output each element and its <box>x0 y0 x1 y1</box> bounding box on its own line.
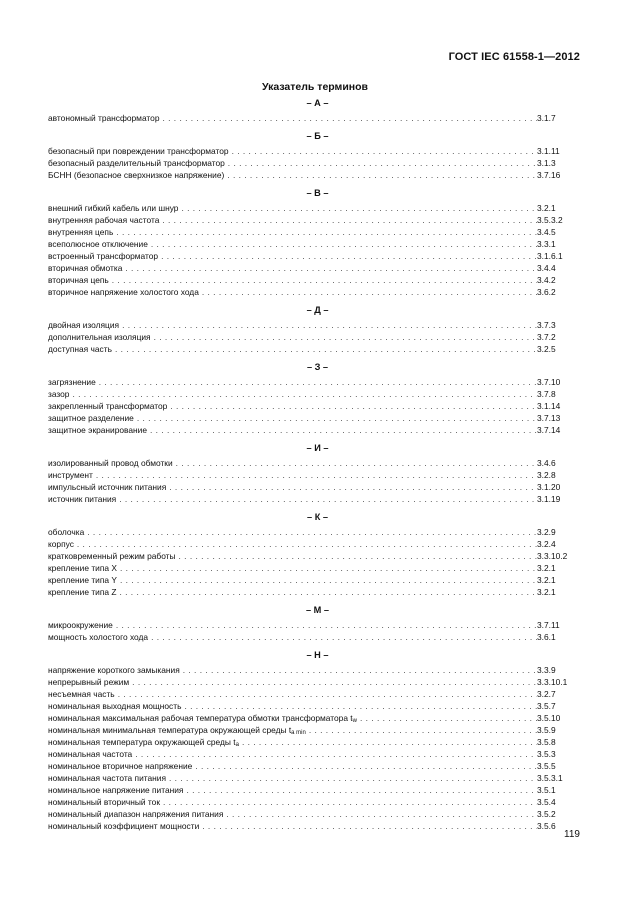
entry-term-text: закрепленный трансформатор <box>48 401 168 411</box>
entry-term-text: несъемная часть <box>48 689 115 699</box>
index-entry <box>48 214 581 226</box>
index-entry <box>48 760 581 772</box>
entry-term <box>48 676 129 688</box>
entry-term-subscript: a min <box>291 730 306 736</box>
entry-clause-number: 3.6.1 <box>537 632 556 642</box>
index-entry <box>48 631 581 643</box>
entry-clause-number: 3.5.8 <box>537 737 556 747</box>
dot-leader <box>166 772 537 784</box>
section-letter-heading: – З – <box>306 362 329 372</box>
entry-term <box>48 169 224 181</box>
index-entry <box>48 112 581 124</box>
entry-term <box>48 784 183 796</box>
section-letter-heading: – Н – <box>306 650 329 660</box>
dot-leader <box>113 619 537 631</box>
entry-clause-number: 3.7.10 <box>537 377 561 387</box>
index-entry <box>48 262 581 274</box>
index-entry <box>48 784 581 796</box>
entry-term-text: микроокружение <box>48 620 113 630</box>
entry-term-text: загрязнение <box>48 377 96 387</box>
index-entry <box>48 412 581 424</box>
entry-term-text: внутренняя цепь <box>48 227 114 237</box>
entry-clause-number: 3.7.16 <box>537 170 561 180</box>
entry-term-subscript: a <box>235 742 239 748</box>
entry-term-text: изолированный провод обмотки <box>48 458 173 468</box>
entry-term <box>48 469 93 481</box>
dot-leader <box>117 562 537 574</box>
entry-clause-number: 3.5.3.2 <box>537 215 563 225</box>
dot-leader <box>167 400 537 412</box>
entry-term-text: кратковременный режим работы <box>48 551 176 561</box>
dot-leader <box>116 493 537 505</box>
entry-clause-number: 3.5.1 <box>537 785 556 795</box>
dot-leader <box>132 748 537 760</box>
dot-leader <box>117 586 538 598</box>
entry-term-text: источник питания <box>48 494 117 504</box>
dot-leader <box>148 631 537 643</box>
entry-clause-number: 3.2.1 <box>537 575 556 585</box>
entry-term <box>48 388 69 400</box>
entry-clause-number: 3.2.4 <box>537 539 556 549</box>
index-entry <box>48 250 581 262</box>
dot-leader <box>115 688 537 700</box>
dot-leader <box>181 700 537 712</box>
entry-clause-number: 3.2.5 <box>537 344 556 354</box>
entry-clause-number: 3.5.5 <box>537 761 556 771</box>
entry-term-text: номинальная температура окружающей среды t <box>48 737 236 747</box>
entry-term <box>48 424 147 436</box>
index-entry <box>48 226 581 238</box>
entry-clause-number: 3.5.2 <box>537 809 556 819</box>
entry-term <box>48 760 192 772</box>
index-entry <box>48 469 581 481</box>
dot-leader <box>122 262 537 274</box>
index-entry <box>48 238 581 250</box>
section-letter-heading: – М – <box>306 605 329 615</box>
entry-term <box>48 262 122 274</box>
entry-term <box>48 688 115 700</box>
index-entry <box>48 562 581 574</box>
entry-term <box>48 238 148 250</box>
dot-leader <box>223 808 537 820</box>
entry-clause-number: 3.4.4 <box>537 263 556 273</box>
index-entry <box>48 820 581 832</box>
index-entry <box>48 772 581 784</box>
entry-term-text: двойная изоляция <box>48 320 120 330</box>
term-index <box>48 97 581 832</box>
entry-clause-number: 3.7.8 <box>537 389 556 399</box>
index-entry <box>48 586 581 598</box>
dot-leader <box>84 526 537 538</box>
entry-clause-number: 3.5.3.1 <box>537 773 563 783</box>
entry-clause-number: 3.5.4 <box>537 797 556 807</box>
entry-term-text: крепление типа Y <box>48 575 117 585</box>
dot-leader <box>199 286 537 298</box>
entry-clause-number: 3.1.3 <box>537 158 556 168</box>
entry-clause-number: 3.7.14 <box>537 425 561 435</box>
index-entry <box>48 145 581 157</box>
entry-clause-number: 3.3.1 <box>537 239 556 249</box>
section-letter-heading: – А – <box>306 98 329 108</box>
entry-term-text: вторичная обмотка <box>48 263 123 273</box>
dot-leader <box>199 820 537 832</box>
section-letter-heading: – Д – <box>306 305 329 315</box>
dot-leader <box>229 145 537 157</box>
entry-clause-number: 3.1.14 <box>537 401 561 411</box>
dot-leader <box>173 457 537 469</box>
entry-clause-number: 3.2.8 <box>537 470 556 480</box>
index-entry <box>48 736 581 748</box>
index-entry <box>48 457 581 469</box>
index-entry <box>48 550 581 562</box>
entry-term-text: вторичная цепь <box>48 275 109 285</box>
entry-term <box>48 619 113 631</box>
dot-leader <box>148 238 537 250</box>
entry-clause-number: 3.2.9 <box>537 527 556 537</box>
entry-clause-number: 3.5.3 <box>537 749 556 759</box>
index-entry <box>48 274 581 286</box>
entry-term-text: внешний гибкий кабель или шнур <box>48 203 179 213</box>
index-entry <box>48 424 581 436</box>
entry-clause-number: 3.2.1 <box>537 563 556 573</box>
index-entry <box>48 388 581 400</box>
index-entry <box>48 202 581 214</box>
index-entry <box>48 526 581 538</box>
entry-clause-number: 3.1.19 <box>537 494 561 504</box>
entry-term <box>48 412 134 424</box>
entry-term-text: встроенный трансформатор <box>48 251 159 261</box>
entry-term-text: корпус <box>48 539 74 549</box>
dot-leader <box>119 319 537 331</box>
index-entry <box>48 400 581 412</box>
index-entry <box>48 676 581 688</box>
entry-term <box>48 457 173 469</box>
dot-leader <box>180 664 537 676</box>
index-entry <box>48 619 581 631</box>
dot-leader <box>113 226 537 238</box>
dot-leader <box>117 574 537 586</box>
entry-clause-number: 3.7.13 <box>537 413 561 423</box>
entry-term-text: внутренняя рабочая частота <box>48 215 160 225</box>
entry-term-text: номинальное напряжение питания <box>48 785 184 795</box>
entry-term-text: оболочка <box>48 527 85 537</box>
dot-leader <box>158 250 537 262</box>
dot-leader <box>224 169 537 181</box>
entry-clause-number: 3.5.9 <box>537 725 556 735</box>
section-letter-heading: – И – <box>306 443 329 453</box>
index-entry <box>48 538 581 550</box>
entry-term <box>48 631 148 643</box>
entry-clause-number: 3.2.1 <box>537 203 556 213</box>
dot-leader <box>178 202 537 214</box>
dot-leader <box>129 676 537 688</box>
index-entry <box>48 343 581 355</box>
index-entry <box>48 286 581 298</box>
dot-leader <box>109 274 537 286</box>
dot-leader <box>306 724 537 736</box>
entry-term <box>48 343 112 355</box>
entry-term <box>48 286 199 298</box>
dot-leader <box>147 424 537 436</box>
entry-clause-number: 3.1.7 <box>537 113 556 123</box>
entry-term-text: номинальный диапазон напряжения питания <box>48 809 224 819</box>
entry-term <box>48 376 96 388</box>
dot-leader <box>176 550 537 562</box>
entry-clause-number: 3.6.2 <box>537 287 556 297</box>
entry-term <box>48 400 167 412</box>
entry-clause-number: 3.3.10.2 <box>537 551 568 561</box>
entry-term-text: номинальная частота питания <box>48 773 166 783</box>
entry-term <box>48 112 159 124</box>
dot-leader <box>96 376 537 388</box>
entry-clause-number: 3.7.2 <box>537 332 556 342</box>
dot-leader <box>74 538 537 550</box>
index-entry <box>48 319 581 331</box>
index-entry <box>48 169 581 181</box>
entry-clause-number: 3.7.11 <box>537 620 560 630</box>
entry-term-text: номинальная максимальная рабочая температура обмотки трансформатора t <box>48 713 353 723</box>
entry-term <box>48 226 113 238</box>
entry-term <box>48 550 176 562</box>
entry-term <box>48 145 229 157</box>
entry-term <box>48 331 151 343</box>
index-entry <box>48 712 581 724</box>
entry-clause-number: 3.4.2 <box>537 275 556 285</box>
dot-leader <box>166 481 537 493</box>
entry-term <box>48 574 117 586</box>
entry-term <box>48 772 166 784</box>
dot-leader <box>160 796 537 808</box>
dot-leader <box>134 412 537 424</box>
entry-term-text: безопасный разделительный трансформатор <box>48 158 225 168</box>
section-letter-heading: – Б – <box>306 131 329 141</box>
entry-term <box>48 820 199 832</box>
index-entry <box>48 808 581 820</box>
entry-clause-number: 3.5.7 <box>537 701 556 711</box>
index-entry <box>48 331 581 343</box>
entry-term-text: номинальный коэффициент мощности <box>48 821 200 831</box>
entry-term-text: напряжение короткого замыкания <box>48 665 180 675</box>
dot-leader <box>151 331 537 343</box>
entry-term-text: дополнительная изоляция <box>48 332 151 342</box>
dot-leader <box>183 784 537 796</box>
entry-clause-number: 3.5.10 <box>537 713 561 723</box>
index-entry <box>48 574 581 586</box>
index-entry <box>48 664 581 676</box>
entry-term <box>48 796 160 808</box>
section-letter-heading: – К – <box>307 512 328 522</box>
dot-leader <box>239 736 537 748</box>
index-entry <box>48 724 581 736</box>
entry-term-text: крепление типа X <box>48 563 117 573</box>
entry-term-text: безопасный при повреждении трансформатор <box>48 146 229 156</box>
index-entry <box>48 493 581 505</box>
entry-clause-number: 3.5.6 <box>537 821 556 831</box>
entry-term <box>48 250 158 262</box>
entry-term-text: непрерывный режим <box>48 677 130 687</box>
dot-leader <box>225 157 537 169</box>
index-entry <box>48 688 581 700</box>
entry-term <box>48 808 223 820</box>
entry-term-text: зазор <box>48 389 70 399</box>
standard-header: ГОСТ IEC 61558-1—2012 <box>448 51 580 63</box>
index-entry <box>48 748 581 760</box>
index-entry <box>48 796 581 808</box>
entry-clause-number: 3.4.5 <box>537 227 556 237</box>
entry-clause-number: 3.4.6 <box>537 458 556 468</box>
entry-term <box>48 664 180 676</box>
entry-clause-number: 3.1.6.1 <box>537 251 563 261</box>
entry-term <box>48 748 132 760</box>
entry-term-text: защитное экранирование <box>48 425 148 435</box>
page-number: 119 <box>564 829 580 840</box>
entry-clause-number: 3.1.20 <box>537 482 561 492</box>
entry-term-text: всеполюсное отключение <box>48 239 148 249</box>
entry-term-subscript: w <box>352 718 357 724</box>
entry-term <box>48 274 109 286</box>
dot-leader <box>93 469 537 481</box>
dot-leader <box>112 343 537 355</box>
dot-leader <box>69 388 537 400</box>
index-entry <box>48 481 581 493</box>
entry-term-text: доступная часть <box>48 344 112 354</box>
entry-term <box>48 493 116 505</box>
entry-clause-number: 3.3.9 <box>537 665 556 675</box>
entry-clause-number: 3.7.3 <box>537 320 556 330</box>
entry-term-text: вторичное напряжение холостого хода <box>48 287 199 297</box>
entry-clause-number: 3.3.10.1 <box>537 677 568 687</box>
dot-leader <box>159 112 537 124</box>
dot-leader <box>192 760 537 772</box>
entry-term-text: номинальная частота <box>48 749 133 759</box>
entry-term-text: импульсный источник питания <box>48 482 167 492</box>
entry-term-text: номинальная минимальная температура окружающей среды t <box>48 725 292 735</box>
entry-term-text: БСНН (безопасное сверхнизкое напряжение) <box>48 170 225 180</box>
entry-term-text: номинальный вторичный ток <box>48 797 160 807</box>
entry-term-text: номинальная выходная мощность <box>48 701 182 711</box>
entry-term <box>48 700 181 712</box>
entry-term <box>48 214 159 226</box>
entry-term <box>48 319 119 331</box>
index-entry <box>48 157 581 169</box>
entry-clause-number: 3.1.11 <box>537 146 560 156</box>
entry-term <box>48 526 84 538</box>
entry-term <box>48 481 166 493</box>
entry-term-text: мощность холостого хода <box>48 632 149 642</box>
entry-term-text: номинальное вторичное напряжение <box>48 761 193 771</box>
index-entry <box>48 376 581 388</box>
entry-term <box>48 157 225 169</box>
entry-clause-number: 3.2.7 <box>537 689 556 699</box>
section-letter-heading: – В – <box>306 188 329 198</box>
index-entry <box>48 700 581 712</box>
entry-clause-number: 3.2.1 <box>537 587 556 597</box>
entry-term-text: инструмент <box>48 470 93 480</box>
entry-term <box>48 562 117 574</box>
page-title: Указатель терминов <box>262 81 368 93</box>
entry-term-text: автономный трансформатор <box>48 113 160 123</box>
entry-term-text: защитное разделение <box>48 413 134 423</box>
entry-term <box>48 202 178 214</box>
entry-term-text: крепление типа Z <box>48 587 117 597</box>
entry-term <box>48 538 74 550</box>
dot-leader <box>159 214 537 226</box>
entry-term <box>48 586 117 598</box>
dot-leader <box>357 712 537 724</box>
